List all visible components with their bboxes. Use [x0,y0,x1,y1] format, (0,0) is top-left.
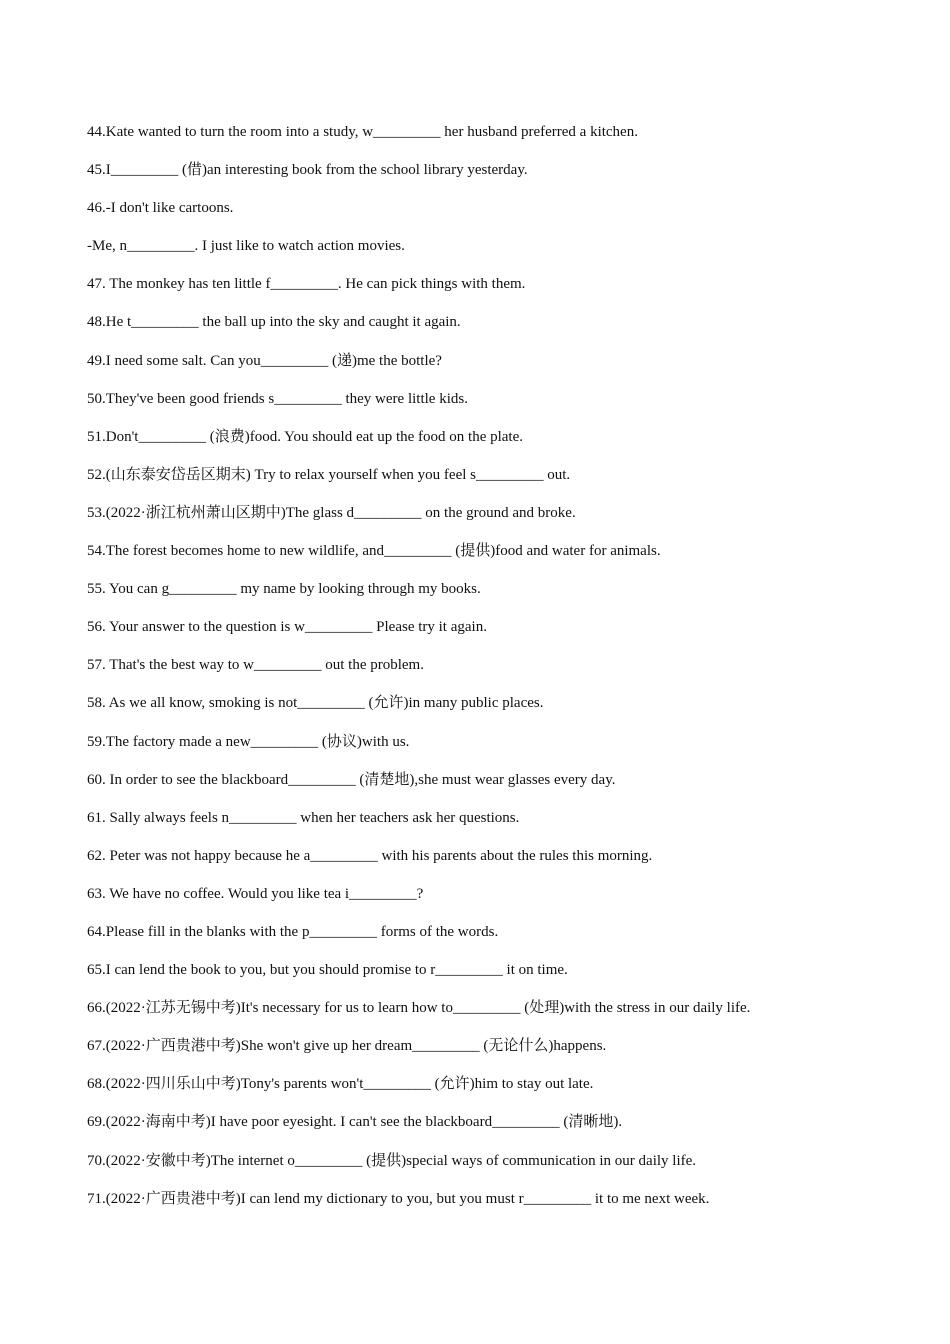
exercise-line-69: 69.(2022·海南中考)I have poor eyesight. I can't see the blackboard_________ (清晰地). [87,1114,623,1131]
exercise-list [87,120,907,1225]
exercise-line-50: 50.They've been good friends s_________ they were little kids. [87,390,468,407]
exercise-line-60: 60. In order to see the blackboard_________ (清楚地),she must wear glasses every day. [87,771,616,788]
exercise-line-58: 58. As we all know, smoking is not_________ (允许)in many public places. [87,695,544,712]
exercise-line-71: 71.(2022·广西贵港中考)I can lend my dictionary to you, but you must r_________ it to me next week. [87,1190,710,1207]
exercise-line-59: 59.The factory made a new_________ (协议)with us. [87,733,410,750]
exercise-line-51: 51.Don't_________ (浪费)food. You should eat up the food on the plate. [87,428,523,445]
exercise-line-67: 67.(2022·广西贵港中考)She won't give up her dream_________ (无论什么)happens. [87,1038,607,1055]
exercise-line-52: 52.(山东泰安岱岳区期末) Try to relax yourself when you feel s_________ out. [87,466,571,483]
exercise-line-64: 64.Please fill in the blanks with the p_________ forms of the words. [87,923,499,940]
exercise-line-54: 54.The forest becomes home to new wildlife, and_________ (提供)food and water for animals. [87,543,661,560]
exercise-line-57: 57. That's the best way to w_________ out the problem. [87,657,424,674]
exercise-line-62: 62. Peter was not happy because he a_________ with his parents about the rules this morning. [87,847,653,864]
exercise-line-45: 45.I_________ (借)an interesting book from the school library yesterday. [87,162,528,179]
exercise-line-48: 48.He t_________ the ball up into the sky and caught it again. [87,314,461,331]
exercise-line-61: 61. Sally always feels n_________ when her teachers ask her questions. [87,809,520,826]
exercise-line-70: 70.(2022·安徽中考)The internet o_________ (提供)special ways of communication in our daily life. [87,1152,697,1169]
exercise-line-55: 55. You can g_________ my name by looking through my books. [87,581,481,598]
exercise-line-63: 63. We have no coffee. Would you like tea i_________? [87,885,424,902]
exercise-line-66: 66.(2022·江苏无锡中考)It's necessary for us to learn how to_________ (处理)with the stress in our daily life. [87,1000,751,1017]
exercise-line-56: 56. Your answer to the question is w_________ Please try it again. [87,619,487,636]
exercise-line-44: 44.Kate wanted to turn the room into a study, w_________ her husband preferred a kitchen. [87,124,638,140]
exercise-line-65: 65.I can lend the book to you, but you should promise to r_________ it on time. [87,962,568,979]
exercise-line-46: 46.-I don't like cartoons. [87,200,234,217]
exercise-line-49: 49.I need some salt. Can you_________ (递)me the bottle? [87,352,442,369]
exercise-line-47: 47. The monkey has ten little f_________. He can pick things with them. [87,276,526,293]
exercise-line-46-reply: -Me, n_________. I just like to watch action movies. [87,238,405,255]
exercise-line-68: 68.(2022·四川乐山中考)Tony's parents won't_________ (允许)him to stay out late. [87,1076,594,1093]
exercise-line-53: 53.(2022·浙江杭州萧山区期中)The glass d_________ on the ground and broke. [87,504,576,521]
